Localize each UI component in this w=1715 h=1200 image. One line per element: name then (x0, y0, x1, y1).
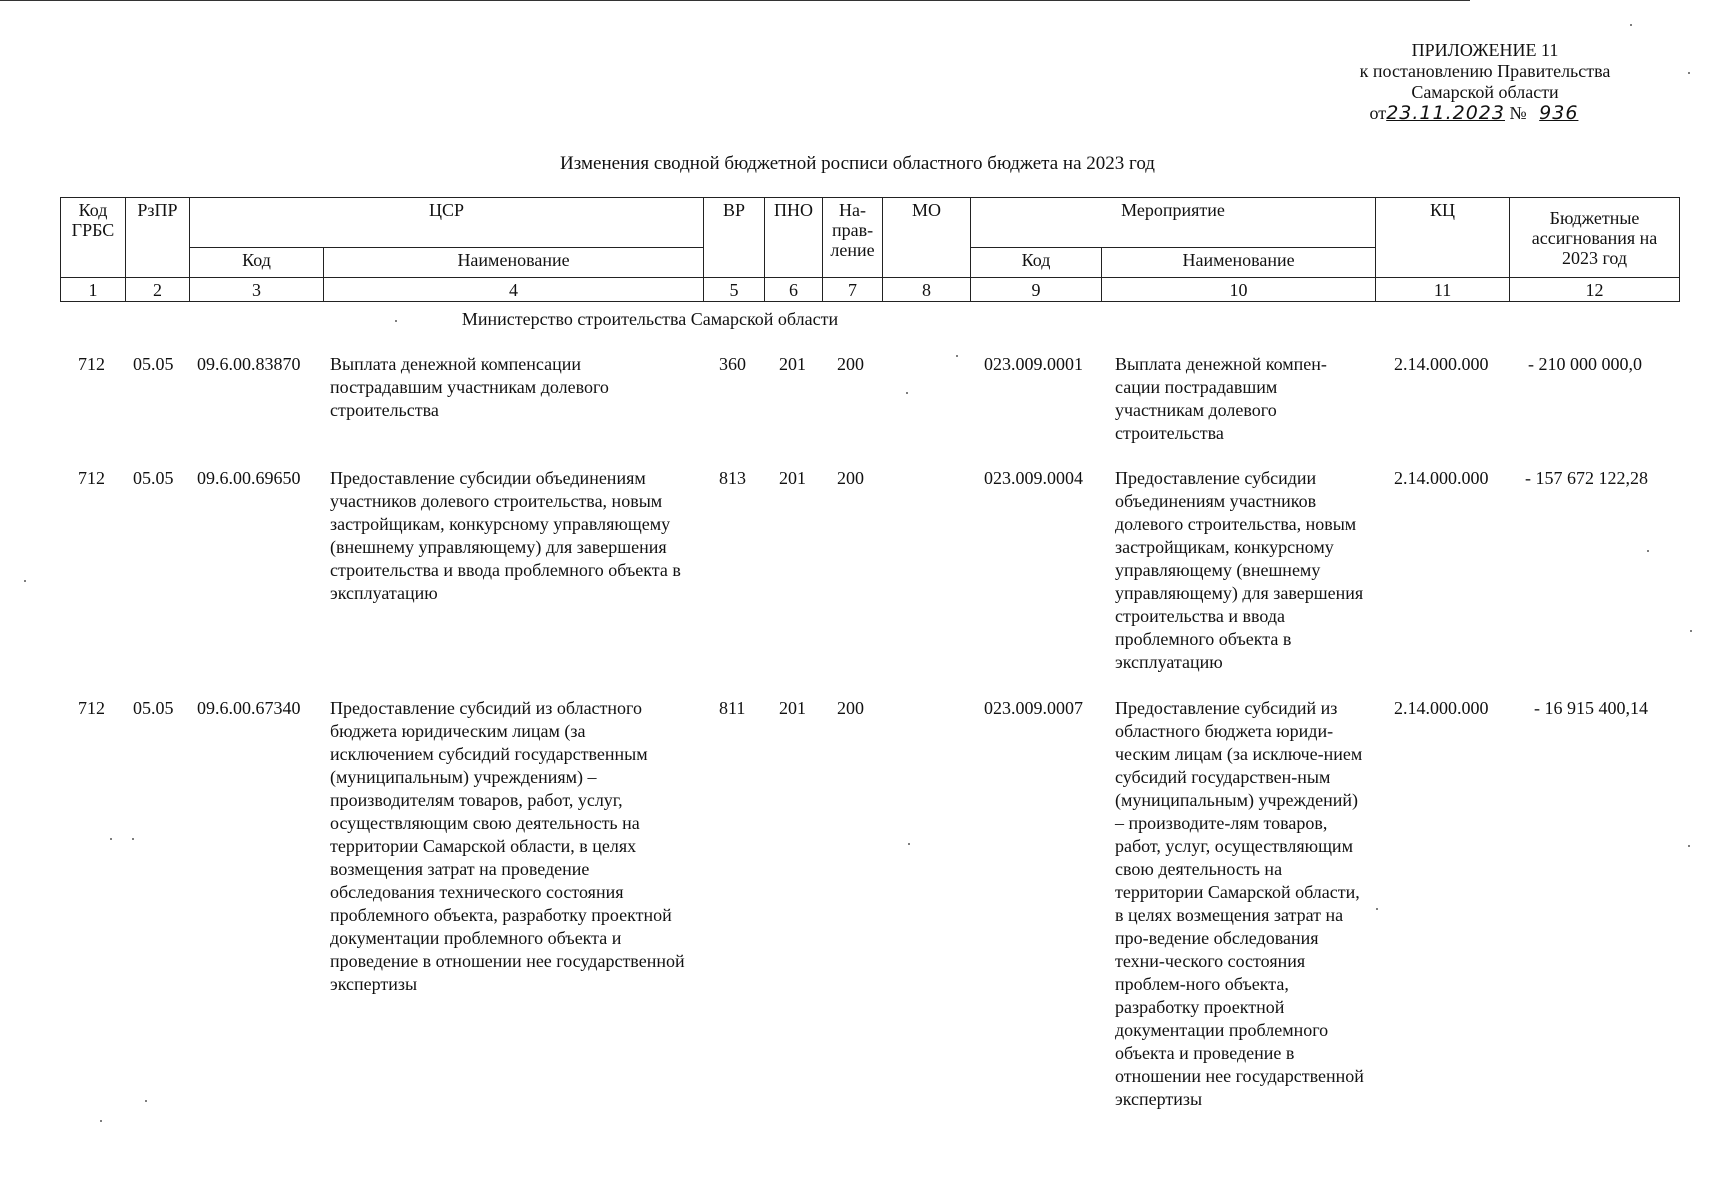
column-number: 5 (704, 278, 765, 302)
cell-grbs: 712 (78, 698, 105, 718)
column-number: 3 (190, 278, 324, 302)
header-allocations: Бюджетные ассигнования на 2023 год (1510, 198, 1680, 278)
cell-event-name: Предоставление субсидии объединениям участников долевого строительства, новым застройщикам, конкурсному управляющему (внешнему управляющему) для завершения строительства и ввода проблемного объекта в эксплуатацию (1115, 468, 1364, 672)
date-prefix: от (1369, 103, 1387, 123)
appendix-line-3: Самарской области (1411, 82, 1559, 102)
cell-direction: 200 (837, 698, 864, 718)
handwritten-number: 936 (1539, 102, 1579, 124)
scan-speck (1630, 24, 1632, 26)
handwritten-date: 23.11.2023 (1386, 102, 1505, 124)
scan-speck (395, 320, 397, 322)
header-event: Мероприятие (971, 198, 1376, 248)
cell-csr-code: 09.6.00.67340 (197, 698, 301, 718)
scan-speck (110, 838, 112, 840)
cell-vr: 813 (719, 468, 746, 488)
appendix-title: ПРИЛОЖЕНИЕ 11 (1411, 40, 1559, 60)
column-number: 4 (324, 278, 704, 302)
cell-kc: 2.14.000.000 (1394, 468, 1489, 488)
cell-rzpr: 05.05 (133, 698, 174, 718)
column-number: 6 (765, 278, 823, 302)
scan-speck (145, 1100, 147, 1102)
cell-vr: 811 (719, 698, 746, 718)
cell-pno: 201 (779, 468, 806, 488)
appendix-block (1325, 40, 1645, 124)
column-number: 7 (823, 278, 883, 302)
header-csr-name: Наименование (324, 248, 704, 278)
column-number: 8 (883, 278, 971, 302)
header-event-name: Наименование (1102, 248, 1376, 278)
cell-csr-code: 09.6.00.69650 (197, 468, 301, 488)
header-kc: КЦ (1376, 198, 1510, 278)
scan-speck (1688, 72, 1690, 74)
scan-speck (100, 1120, 102, 1122)
cell-pno: 201 (779, 354, 806, 374)
cell-event-code: 023.009.0001 (984, 354, 1083, 374)
header-grbs: Код ГРБС (61, 198, 126, 278)
column-number: 1 (61, 278, 126, 302)
scan-speck (908, 843, 910, 845)
header-mo: МО (883, 198, 971, 278)
appendix-line-2: к постановлению Правительства (1359, 61, 1611, 81)
scan-speck (24, 580, 26, 582)
column-number: 2 (126, 278, 190, 302)
scan-speck (1647, 550, 1649, 552)
cell-event-code: 023.009.0007 (984, 698, 1083, 718)
cell-direction: 200 (837, 468, 864, 488)
column-number: 10 (1102, 278, 1376, 302)
cell-kc: 2.14.000.000 (1394, 698, 1489, 718)
document-title: Изменения сводной бюджетной росписи областного бюджета на 2023 год (560, 153, 1155, 174)
budget-table-header (60, 197, 1680, 302)
cell-pno: 201 (779, 698, 806, 718)
cell-event-code: 023.009.0004 (984, 468, 1083, 488)
header-pno: ПНО (765, 198, 823, 278)
cell-vr: 360 (719, 354, 746, 374)
scan-speck (1376, 908, 1378, 910)
cell-grbs: 712 (78, 468, 105, 488)
cell-csr-code: 09.6.00.83870 (197, 354, 301, 374)
cell-grbs: 712 (78, 354, 105, 374)
cell-event-name: Выплата денежной компен-сации пострадавшим участникам долевого строительства (1115, 354, 1327, 443)
header-direction: На-прав-ление (823, 198, 883, 278)
scan-speck (906, 392, 908, 394)
top-edge-line (0, 0, 1470, 1)
ministry-heading: Министерство строительства Самарской области (461, 309, 839, 329)
cell-rzpr: 05.05 (133, 354, 174, 374)
header-csr: ЦСР (190, 198, 704, 248)
cell-amount: - 210 000 000,0 (1528, 354, 1642, 374)
number-prefix: № (1509, 103, 1527, 123)
cell-amount: - 157 672 122,28 (1525, 468, 1648, 488)
header-event-code: Код (971, 248, 1102, 278)
cell-csr-name: Предоставление субсидии объединениям участников долевого строительства, новым застройщикам, конкурсному управляющему (внешнему управляющему) для завершения строительства и ввода проблемного объекта в эксплуатацию (330, 468, 681, 603)
header-vr: ВР (704, 198, 765, 278)
scan-speck (1690, 630, 1692, 632)
cell-kc: 2.14.000.000 (1394, 354, 1489, 374)
cell-rzpr: 05.05 (133, 468, 174, 488)
cell-amount: - 16 915 400,14 (1534, 698, 1648, 718)
scan-speck (1688, 845, 1690, 847)
cell-csr-name: Предоставление субсидий из областного бюджета юридическим лицам (за исключением субсидий государственным (муниципальным) учреждениям) – производителям товаров, работ, услуг, осуществляющим свою деятельность на территории Самарской области, в целях возмещения затрат на проведение обследования технического состояния проблемного объекта, разработку проектной документации проблемного объекта и проведение в отношении нее государственной экспертизы (330, 698, 685, 994)
cell-event-name: Предоставление субсидий из областного бюджета юриди-ческим лицам (за исключе-нием субсидий государствен-ным (муниципальным) учреждений) – производите-лям товаров, работ, услуг, осуществляющим свою деятельность на территории Самарской области, в целях возмещения затрат на про-ведение обследования техни-ческого состояния проблем-ного объекта, разработку проектной документации проблемного объекта и проведение в отношении нее государственной экспертизы (1115, 698, 1364, 1109)
header-rzpr: РзПР (126, 198, 190, 278)
scan-speck (956, 355, 958, 357)
header-csr-code: Код (190, 248, 324, 278)
scan-speck (132, 838, 134, 840)
cell-csr-name: Выплата денежной компенсации пострадавшим участникам долевого строительства (330, 354, 609, 420)
column-number: 9 (971, 278, 1102, 302)
column-number: 12 (1510, 278, 1680, 302)
column-number: 11 (1376, 278, 1510, 302)
cell-direction: 200 (837, 354, 864, 374)
appendix-date-line (1325, 103, 1645, 124)
